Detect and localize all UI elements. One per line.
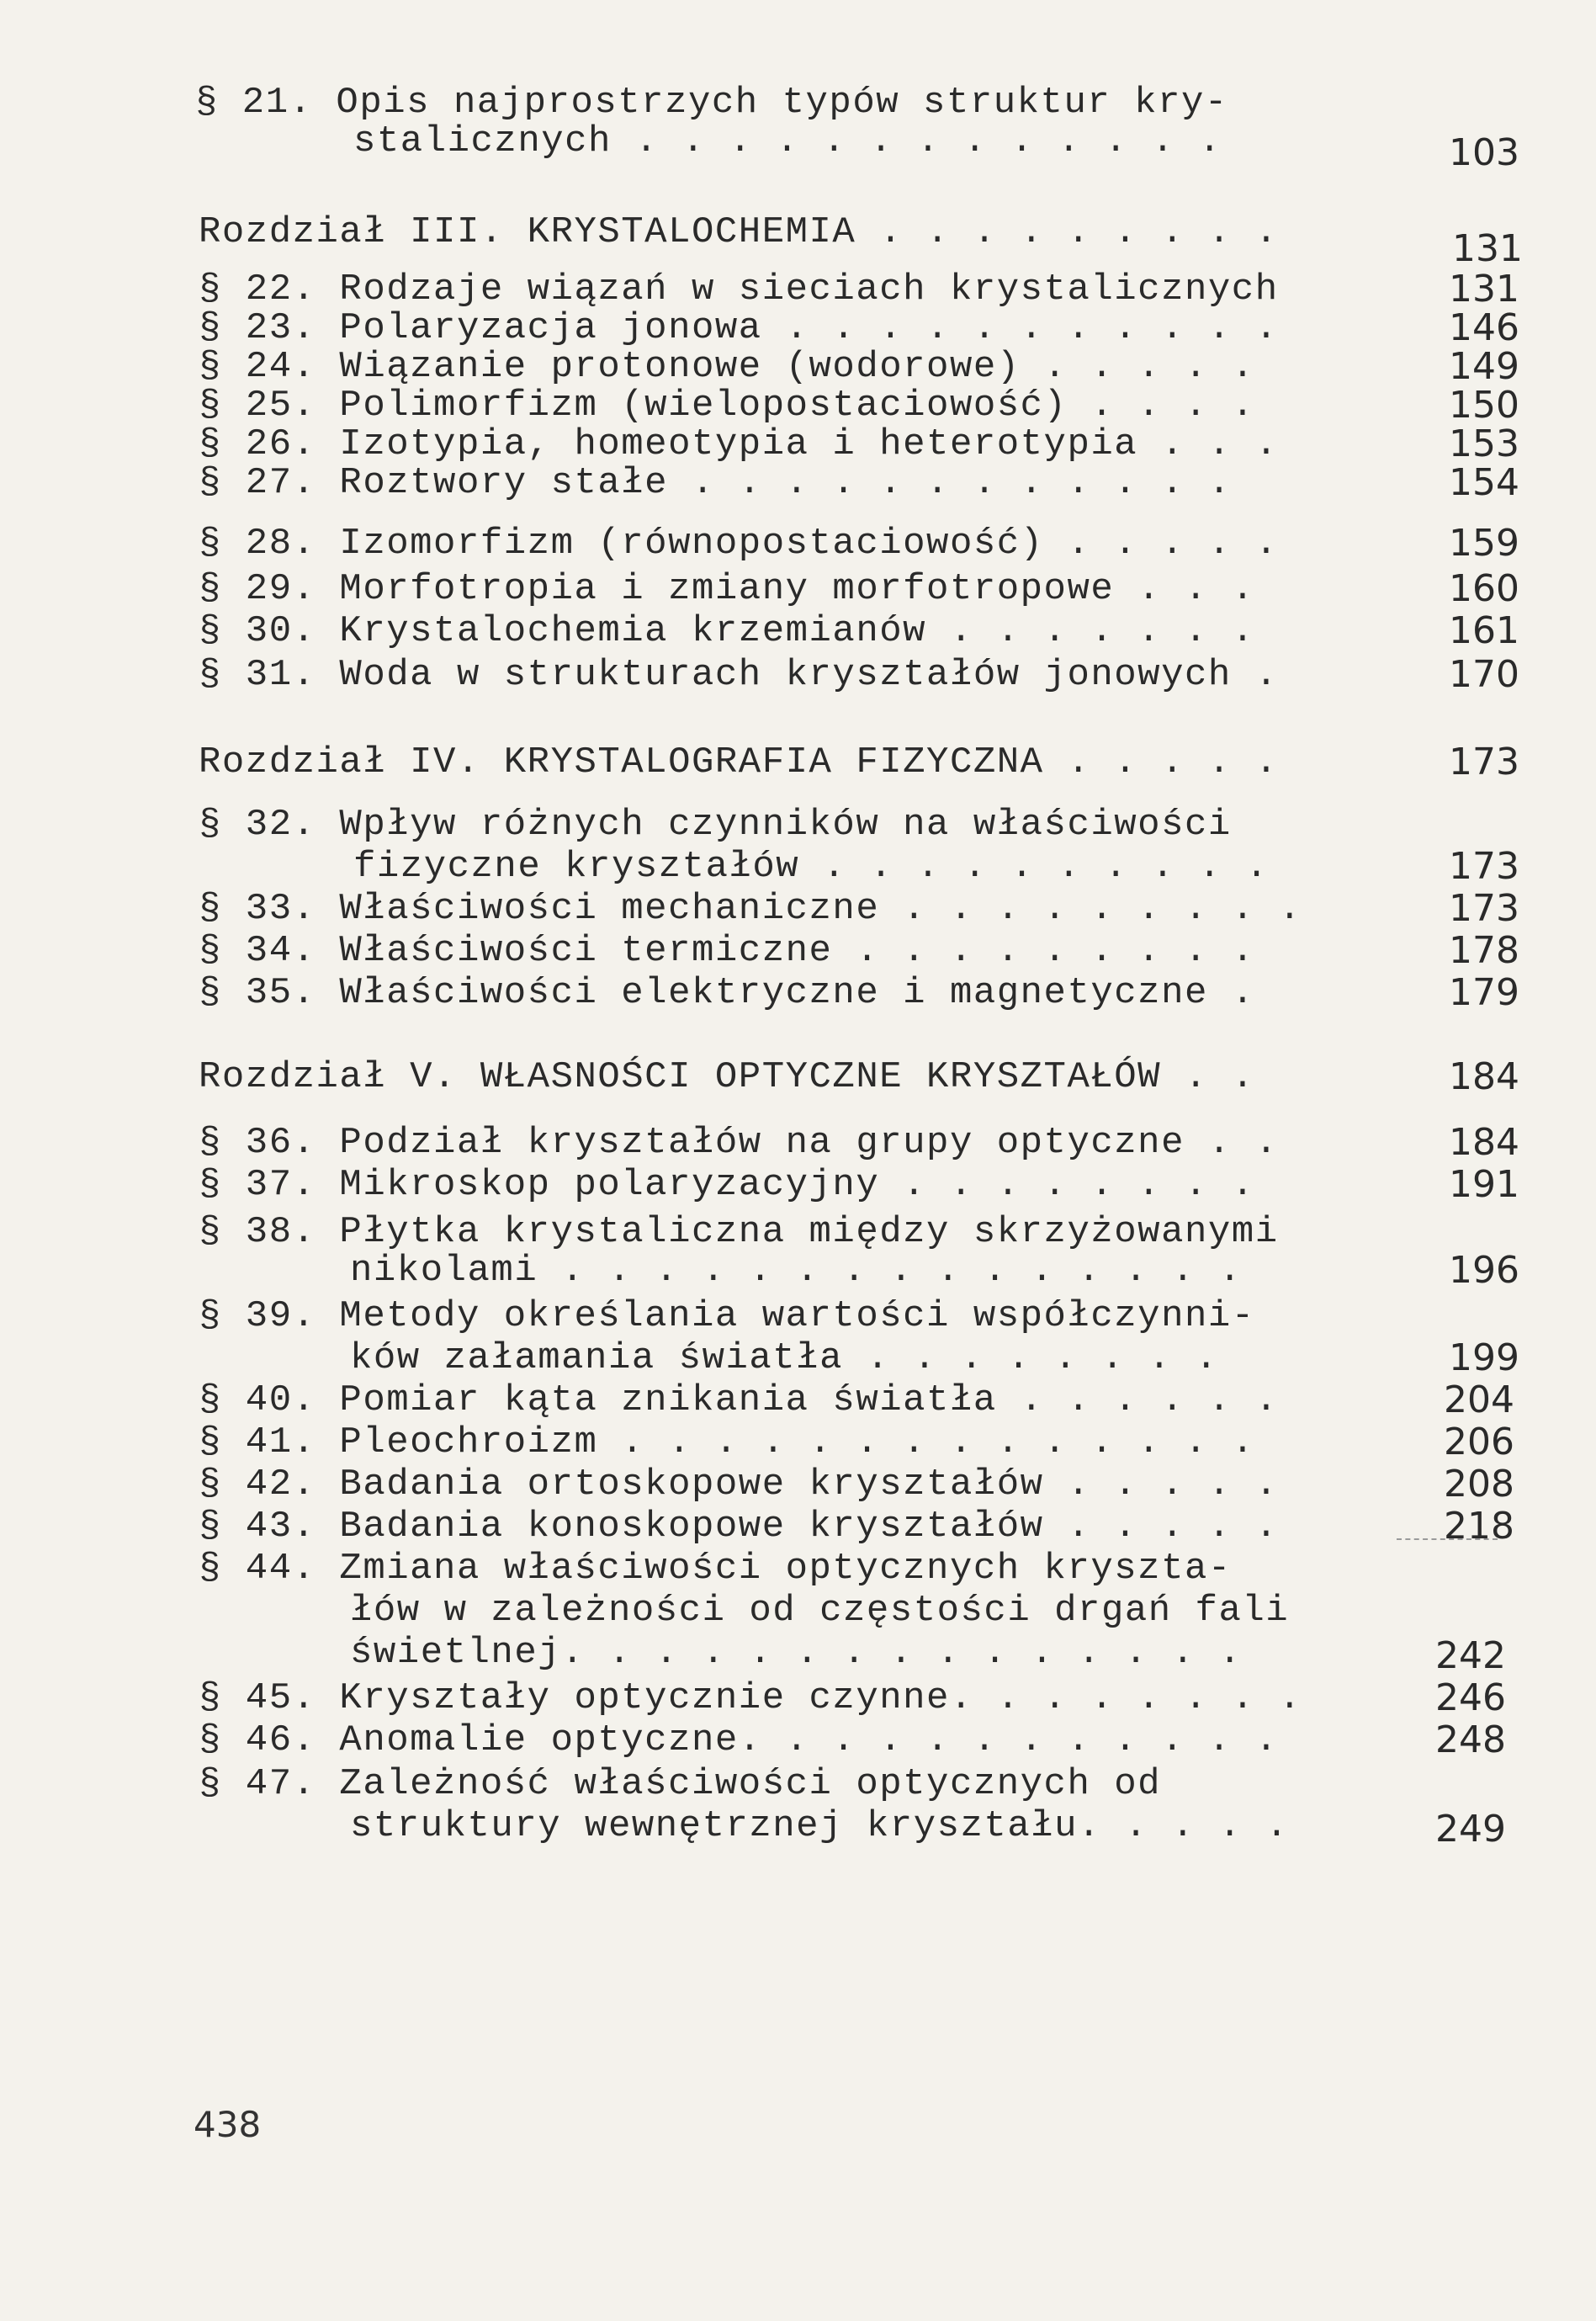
toc-entry-22: § 22. Rodzaje wiązań w sieciach krystalicznych	[199, 268, 1279, 311]
toc-entry-27: § 27. Roztwory stałe . . . . . . . . . . . .	[199, 462, 1232, 504]
toc-entry-36: § 36. Podział kryształów na grupy optyczne . .	[199, 1122, 1279, 1164]
toc-page-28: 159	[1449, 522, 1519, 565]
toc-page-39: 199	[1449, 1336, 1519, 1379]
toc-entry-43: § 43. Badania konoskopowe kryształów . . . . .	[199, 1506, 1279, 1548]
toc-page-27: 154	[1449, 461, 1519, 504]
toc-entry-24: § 24. Wiązanie protonowe (wodorowe) . . . . .	[199, 346, 1255, 388]
toc-entry-21-line1: § 21. Opis najprostrzych typów struktur kry-	[195, 82, 1228, 124]
chapter-4-title: Rozdział IV. KRYSTALOGRAFIA FIZYCZNA . . . . .	[199, 741, 1279, 783]
chapter-3-page: 131	[1452, 227, 1523, 270]
toc-page-26: 153	[1449, 422, 1519, 465]
toc-page-36: 184	[1449, 1121, 1519, 1164]
toc-page-34: 178	[1449, 929, 1519, 972]
toc-entry-45: § 45. Kryształy optycznie czynne. . . . . . . .	[199, 1677, 1302, 1719]
toc-page-25: 150	[1449, 384, 1519, 427]
toc-entry-30: § 30. Krystalochemia krzemianów . . . . . . .	[199, 610, 1255, 652]
toc-entry-39-line1: § 39. Metody określania wartości współczynni-	[199, 1295, 1255, 1337]
toc-page-44: 242	[1435, 1634, 1506, 1677]
toc-entry-32-line1: § 32. Wpływ różnych czynników na właściwości	[199, 804, 1232, 846]
toc-entry-34: § 34. Właściwości termiczne . . . . . . . . .	[199, 930, 1255, 972]
toc-page-33: 173	[1449, 887, 1519, 930]
toc-entry-26: § 26. Izotypia, homeotypia i heterotypia . . .	[199, 423, 1279, 465]
toc-entry-21-line2: stalicznych . . . . . . . . . . . . .	[353, 120, 1222, 162]
toc-page-21: 103	[1449, 131, 1519, 174]
toc-page-30: 161	[1449, 609, 1519, 652]
toc-entry-47-line1: § 47. Zależność właściwości optycznych od	[199, 1763, 1162, 1805]
toc-page-23: 146	[1449, 306, 1519, 349]
toc-entry-39-line2: ków załamania światła . . . . . . . .	[350, 1337, 1219, 1379]
toc-entry-37: § 37. Mikroskop polaryzacyjny . . . . . . . .	[199, 1164, 1255, 1206]
toc-entry-25: § 25. Polimorfizm (wielopostaciowość) . . . .	[199, 385, 1255, 427]
chapter-5-page: 184	[1449, 1055, 1519, 1098]
toc-page-38: 196	[1449, 1249, 1519, 1292]
toc-page-31: 170	[1449, 653, 1519, 696]
toc-page-35: 179	[1449, 971, 1519, 1014]
toc-entry-47-line2: struktury wewnętrznej kryształu. . . . .	[350, 1805, 1290, 1847]
toc-page-41: 206	[1444, 1421, 1514, 1463]
chapter-5-title: Rozdział V. WŁASNOŚCI OPTYCZNE KRYSZTAŁÓW . .	[199, 1056, 1255, 1098]
toc-entry-41: § 41. Pleochroizm . . . . . . . . . . . . . .	[199, 1421, 1255, 1463]
toc-entry-32-line2: fizyczne kryształów . . . . . . . . . .	[353, 846, 1270, 888]
chapter-3-title: Rozdział III. KRYSTALOCHEMIA . . . . . . . . .	[199, 211, 1279, 253]
toc-entry-28: § 28. Izomorfizm (równopostaciowość) . . . . .	[199, 523, 1279, 565]
toc-entry-42: § 42. Badania ortoskopowe kryształów . . . . .	[199, 1463, 1279, 1506]
toc-page-46: 248	[1435, 1718, 1506, 1761]
toc-page-37: 191	[1449, 1163, 1519, 1206]
toc-page-24: 149	[1449, 345, 1519, 388]
toc-entry-33: § 33. Właściwości mechaniczne . . . . . . . . .	[199, 888, 1302, 930]
toc-entry-35: § 35. Właściwości elektryczne i magnetyczne .	[199, 972, 1255, 1014]
page-number: 438	[194, 2104, 262, 2145]
toc-page-22: 131	[1449, 268, 1519, 311]
toc-entry-44-line2: łów w zależności od częstości drgań fali	[350, 1590, 1290, 1632]
toc-entry-23: § 23. Polaryzacja jonowa . . . . . . . . . . .	[199, 307, 1279, 349]
chapter-4-page: 173	[1449, 741, 1519, 783]
scan-dash-mark	[1397, 1538, 1498, 1540]
toc-entry-38-line1: § 38. Płytka krystaliczna między skrzyżowanymi	[199, 1211, 1279, 1253]
toc-page-43: 218	[1444, 1505, 1514, 1548]
toc-entry-44-line3: świetlnej. . . . . . . . . . . . . . .	[350, 1632, 1243, 1674]
toc-entry-46: § 46. Anomalie optyczne. . . . . . . . . . . .	[199, 1719, 1279, 1761]
toc-page-29: 160	[1449, 567, 1519, 610]
toc-page-32: 173	[1449, 845, 1519, 888]
toc-entry-29: § 29. Morfotropia i zmiany morfotropowe . . .	[199, 568, 1255, 610]
toc-entry-31: § 31. Woda w strukturach kryształów jonowych .	[199, 654, 1279, 696]
toc-page-47: 249	[1435, 1808, 1506, 1851]
toc-page-45: 246	[1435, 1676, 1506, 1719]
toc-entry-44-line1: § 44. Zmiana właściwości optycznych kryszta-	[199, 1548, 1232, 1590]
toc-page-42: 208	[1444, 1463, 1514, 1506]
toc-entry-38-line2: nikolami . . . . . . . . . . . . . . .	[350, 1250, 1243, 1292]
toc-page-40: 204	[1444, 1378, 1514, 1421]
toc-entry-40: § 40. Pomiar kąta znikania światła . . . . . .	[199, 1379, 1279, 1421]
